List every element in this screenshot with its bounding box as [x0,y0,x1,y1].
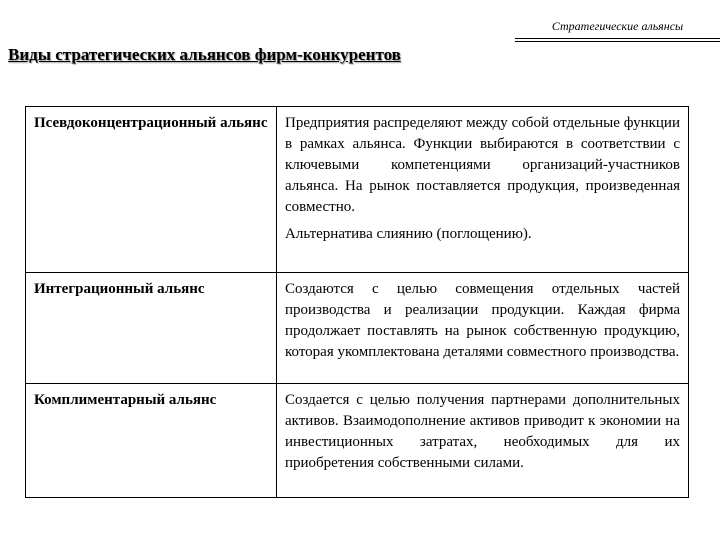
alliance-description: Создается с целью получения партнерами дополнительных активов. Взаимодополнение активов приводит к экономии на инвестиционных затратах, необходимых для их приобретения собственными силами. [277,384,689,498]
running-header: Стратегические альянсы [515,14,720,42]
table-row [26,273,689,384]
table-row [26,384,689,498]
alliance-types-table [25,106,689,498]
alliance-description: Создаются с целью совмещения отдельных частей производства и реализации продукции. Каждая фирма продолжает поставлять на рынок собственную продукцию, которая укомплектована деталями совместного производства. [277,273,689,384]
alliance-name: Псевдоконцентрационный альянс [26,107,277,273]
alliance-description [277,107,689,273]
alliance-name: Интеграционный альянс [26,273,277,384]
description-note: Альтернатива слиянию (поглощению). [285,226,532,242]
table-row [26,107,689,273]
description-text: Предприятия распределяют между собой отдельные функции в рамках альянса. Функции выбираются в соответствии с ключевыми компетенциями организаций-участников альянса. На рынок поставляется продукция, произведенная совместно. [285,115,680,215]
page-title: Виды стратегических альянсов фирм-конкурентов [8,45,401,64]
alliance-name: Комплиментарный альянс [26,384,277,498]
